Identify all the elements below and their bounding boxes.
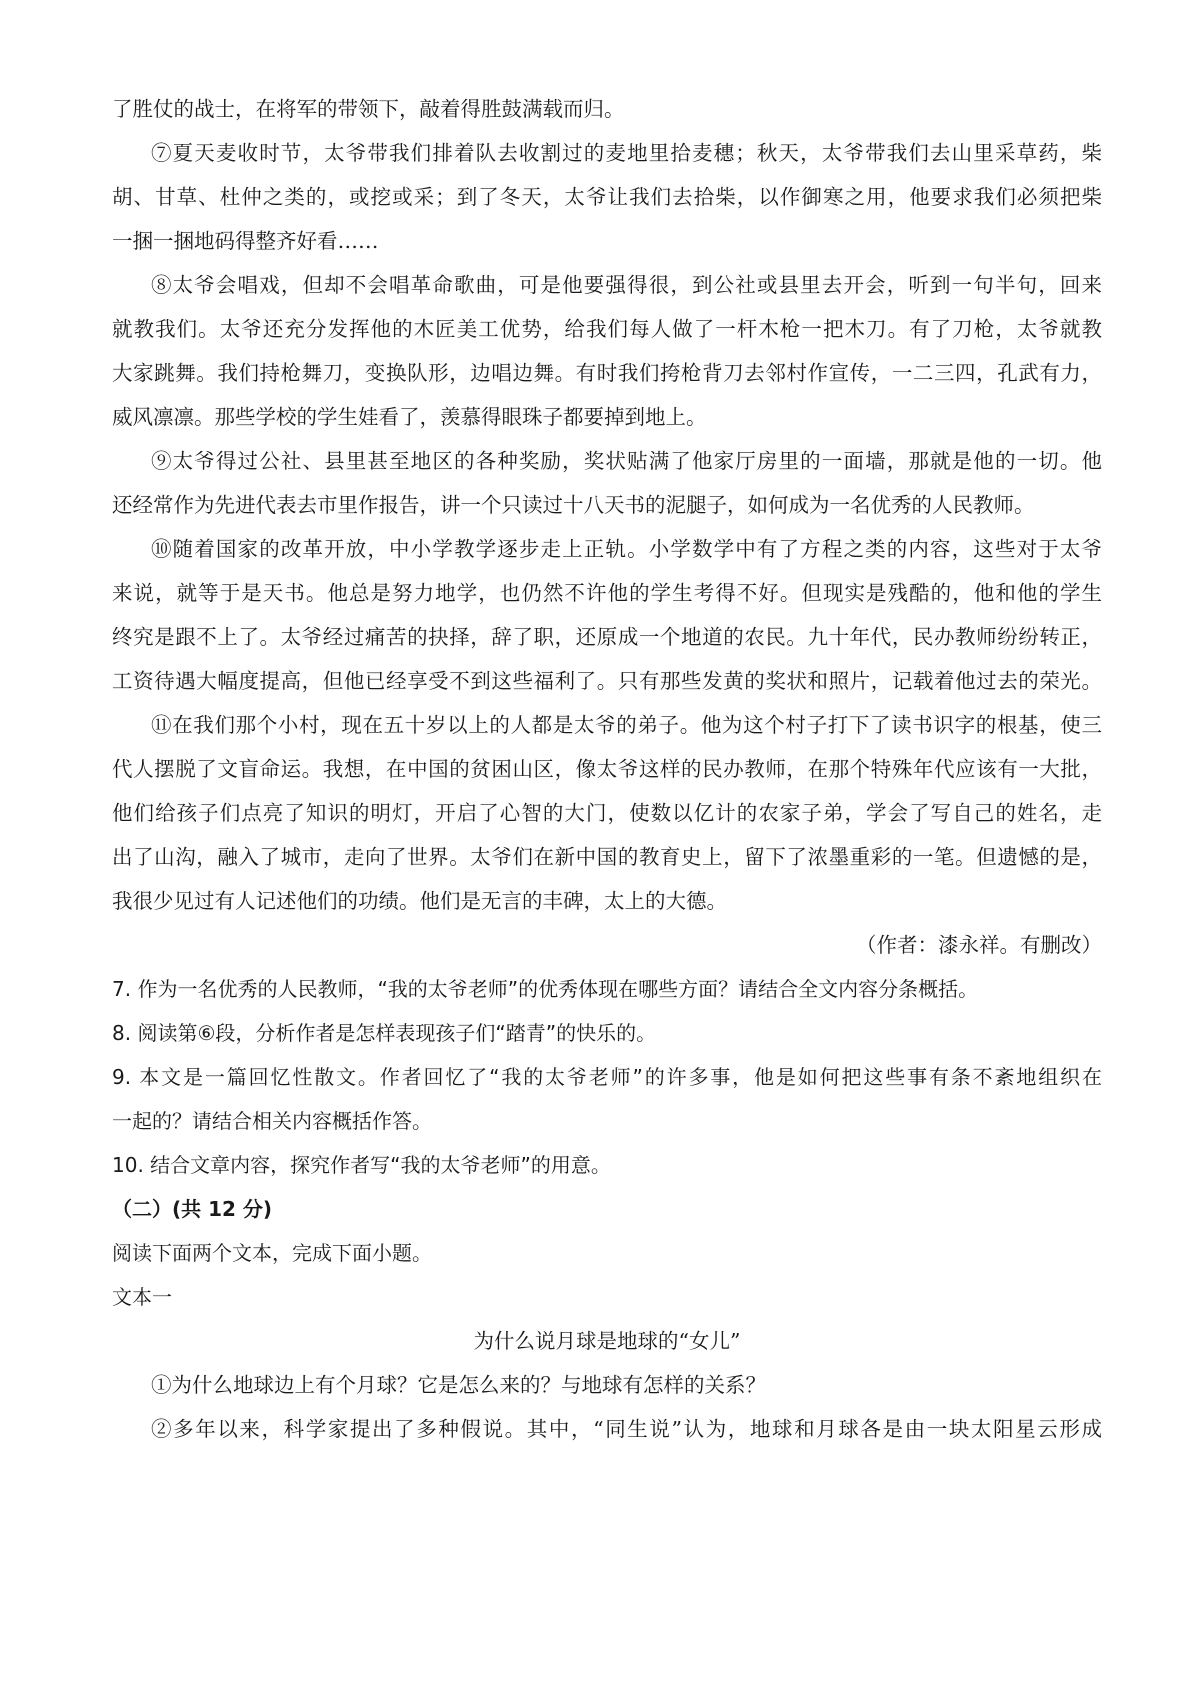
paragraph-11-line: ⑪在我们那个小村，现在五十岁以上的人都是太爷的弟子。他为这个村子打下了读书识字的根基，使三 bbox=[151, 713, 1102, 737]
paragraph-7-line: 一捆一捆地码得整齐好看…… bbox=[112, 229, 379, 253]
paragraph-10-line: 终究是跟不上了。太爷经过痛苦的抉择，辞了职，还原成一个地道的农民。九十年代，民办教师纷纷转正， bbox=[112, 625, 1102, 649]
question-10: 10. 结合文章内容，探究作者写“我的太爷老师”的用意。 bbox=[112, 1153, 611, 1177]
text-label: 文本一 bbox=[112, 1285, 172, 1309]
question-8: 8. 阅读第⑥段，分析作者是怎样表现孩子们“踏青”的快乐的。 bbox=[112, 1021, 657, 1045]
paragraph-11-line: 他们给孩子们点亮了知识的明灯，开启了心智的大门，使数以亿计的农家子弟，学会了写自己的姓名，走 bbox=[112, 801, 1102, 825]
paragraph-9-line: ⑨太爷得过公社、县里甚至地区的各种奖励，奖状贴满了他家厅房里的一面墙，那就是他的一切。他 bbox=[151, 449, 1102, 473]
paragraph-8-line: 就教我们。太爷还充分发挥他的木匠美工优势，给我们每人做了一杆木枪一把木刀。有了刀枪，太爷就教 bbox=[112, 317, 1102, 341]
paragraph-8-line: ⑧太爷会唱戏，但却不会唱革命歌曲，可是他要强得很，到公社或县里去开会，听到一句半句，回来 bbox=[151, 273, 1102, 297]
paragraph-7-line: ⑦夏天麦收时节，太爷带我们排着队去收割过的麦地里拾麦穗；秋天，太爷带我们去山里采草药，柴 bbox=[151, 141, 1102, 165]
paragraph-8-line: 威风凛凛。那些学校的学生娃看了，羡慕得眼珠子都要掉到地上。 bbox=[112, 405, 707, 429]
question-9-continued: 一起的？请结合相关内容概括作答。 bbox=[112, 1109, 432, 1133]
question-7: 7. 作为一名优秀的人民教师，“我的太爷老师”的优秀体现在哪些方面？请结合全文内容分条概括。 bbox=[112, 977, 979, 1001]
paragraph-11-line: 我很少见过有人记述他们的功绩。他们是无言的丰碑，太上的大德。 bbox=[112, 889, 727, 913]
article-paragraph-1: ①为什么地球边上有个月球？它是怎么来的？与地球有怎样的关系？ bbox=[151, 1373, 766, 1397]
paragraph-11-line: 出了山沟，融入了城市，走向了世界。太爷们在新中国的教育史上，留下了浓墨重彩的一笔。但遗憾的是， bbox=[112, 845, 1102, 869]
paragraph-8-line: 大家跳舞。我们持枪舞刀，变换队形，边唱边舞。有时我们挎枪背刀去邻村作宣传，一二三四，孔武有力， bbox=[112, 361, 1102, 385]
paragraph-9-line: 还经常作为先进代表去市里作报告，讲一个只读过十八天书的泥腿子，如何成为一名优秀的人民教师。 bbox=[112, 493, 1035, 517]
question-9: 9. 本文是一篇回忆性散文。作者回忆了“我的太爷老师”的许多事，他是如何把这些事有条不紊地组织在 bbox=[112, 1065, 1102, 1089]
paragraph-11-line: 代人摆脱了文盲命运。我想，在中国的贫困山区，像太爷这样的民办教师，在那个特殊年代应该有一大批， bbox=[112, 757, 1102, 781]
story-line: 了胜仗的战士，在将军的带领下，敲着得胜鼓满载而归。 bbox=[112, 97, 625, 121]
article-paragraph-2: ②多年以来，科学家提出了多种假说。其中，“同生说”认为，地球和月球各是由一块太阳星云形成 bbox=[151, 1417, 1102, 1441]
section-heading: （二）(共 12 分) bbox=[112, 1197, 273, 1221]
paragraph-7-line: 胡、甘草、杜仲之类的，或挖或采；到了冬天，太爷让我们去拾柴，以作御寒之用，他要求我们必须把柴 bbox=[112, 185, 1102, 209]
section-instruction: 阅读下面两个文本，完成下面小题。 bbox=[112, 1241, 432, 1265]
article-title: 为什么说月球是地球的“女儿” bbox=[473, 1329, 741, 1353]
author-attribution: （作者：漆永祥。有删改） bbox=[856, 933, 1102, 957]
paragraph-10-line: 来说，就等于是天书。他总是努力地学，也仍然不许他的学生考得不好。但现实是残酷的，他和他的学生 bbox=[112, 581, 1102, 605]
paragraph-10-line: 工资待遇大幅度提高，但他已经享受不到这些福利了。只有那些发黄的奖状和照片，记载着他过去的荣光。 bbox=[112, 669, 1102, 693]
paragraph-10-line: ⑩随着国家的改革开放，中小学教学逐步走上正轨。小学数学中有了方程之类的内容，这些对于太爷 bbox=[151, 537, 1102, 561]
